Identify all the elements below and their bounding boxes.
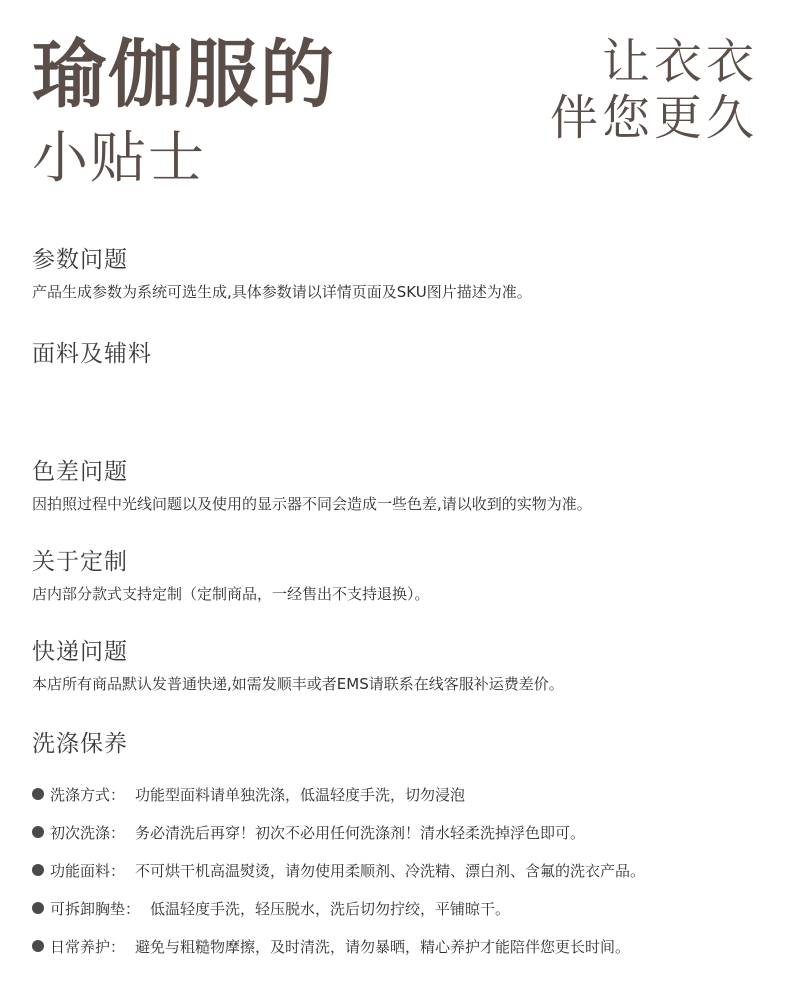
bullet-icon [32, 826, 44, 838]
section-title-care: 洗涤保养 [32, 731, 128, 757]
care-item-daily-care [32, 927, 780, 965]
section-title-color: 色差问题 [32, 459, 128, 485]
care-item-wash-method [32, 775, 780, 813]
care-item-label: 洗涤方式： [50, 785, 126, 804]
care-list [32, 775, 780, 965]
section-text-custom: 店内部分款式支持定制（定制商品，一经售出不支持退换）。 [32, 585, 430, 603]
section-text-color: 因拍照过程中光线问题以及使用的显示器不同会造成一些色差,请以收到的实物为准。 [32, 495, 592, 513]
section-text-params: 产品生成参数为系统可选生成,具体参数请以详情页面及SKU图片描述为准。 [32, 283, 532, 301]
care-item-label: 日常养护： [50, 937, 126, 956]
section-title-fabric: 面料及辅料 [32, 341, 152, 367]
care-item-removable-pad [32, 889, 780, 927]
section-title-custom: 关于定制 [32, 549, 128, 575]
care-item-text: 低温轻度手洗，轻压脱水，洗后切勿拧绞，平铺晾干。 [150, 899, 511, 918]
bullet-icon [32, 902, 44, 914]
care-item-label: 可拆卸胸垫： [50, 899, 141, 918]
section-title-params: 参数问题 [32, 247, 128, 273]
slogan-line-2: 伴您更久 [549, 90, 758, 146]
section-params [32, 245, 770, 303]
care-item-text: 务必清洗后再穿！初次不必用任何洗涤剂！清水轻柔洗掉浮色即可。 [135, 823, 586, 842]
care-item-text: 功能型面料请单独洗涤，低温轻度手洗，切勿浸泡 [135, 785, 466, 804]
section-color [32, 457, 770, 515]
section-shipping [32, 637, 770, 695]
care-item-first-wash [32, 813, 780, 851]
bullet-icon [32, 940, 44, 952]
section-care [32, 729, 770, 759]
care-item-text: 避免与粗糙物摩擦，及时清洗，请勿暴晒，精心养护才能陪伴您更长时间。 [135, 937, 631, 956]
bullet-icon [32, 864, 44, 876]
bullet-icon [32, 788, 44, 800]
page-title: 瑜伽服的 [32, 32, 336, 118]
slogan-line-1: 让衣衣 [601, 34, 758, 90]
care-item-text: 不可烘干机高温熨烫，请勿使用柔顺剂、冷洗精、漂白剂、含氟的洗衣产品。 [135, 861, 646, 880]
slogan [550, 34, 758, 146]
care-item-functional-fabric [32, 851, 780, 889]
section-title-shipping: 快递问题 [32, 639, 128, 665]
section-text-shipping: 本店所有商品默认发普通快递,如需发顺丰或者EMS请联系在线客服补运费差价。 [32, 675, 564, 693]
care-item-label: 功能面料： [50, 861, 126, 880]
care-item-label: 初次洗涤： [50, 823, 126, 842]
page-subtitle: 小贴士 [32, 126, 206, 191]
section-custom [32, 547, 770, 605]
section-fabric [32, 339, 770, 369]
